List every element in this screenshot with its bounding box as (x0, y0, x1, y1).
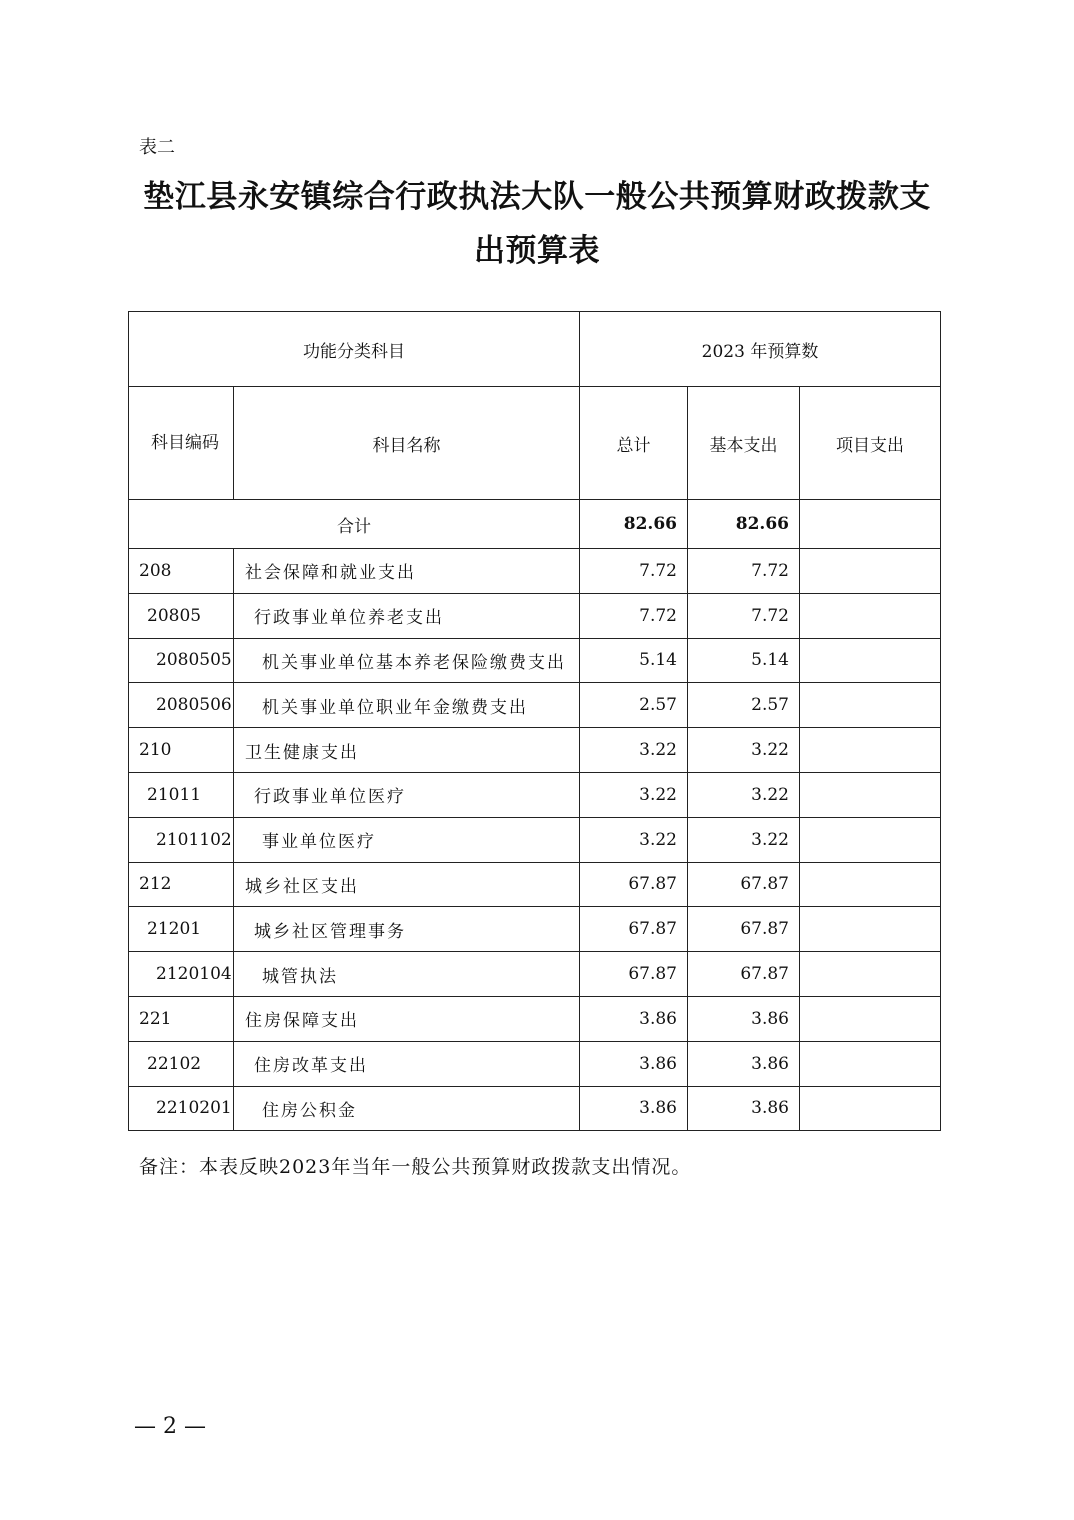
row-name: 住房改革支出 (234, 1041, 580, 1086)
row-code: 2080506 (129, 683, 234, 728)
budget-table (128, 311, 941, 1131)
page-title-line-2: 出预算表 (474, 233, 600, 269)
table-row (129, 996, 941, 1041)
row-code: 22102 (129, 1041, 234, 1086)
row-name: 机关事业单位职业年金缴费支出 (234, 683, 580, 728)
table-row (129, 817, 941, 862)
row-total: 2.57 (580, 683, 688, 728)
row-basic: 3.22 (688, 728, 800, 773)
row-name: 城乡社区管理事务 (234, 907, 580, 952)
row-total: 3.86 (580, 996, 688, 1041)
row-total: 5.14 (580, 638, 688, 683)
table-row (129, 549, 941, 594)
row-total: 3.86 (580, 1086, 688, 1131)
row-name: 住房公积金 (234, 1086, 580, 1131)
row-project (800, 1041, 941, 1086)
row-basic: 3.86 (688, 996, 800, 1041)
row-project (800, 996, 941, 1041)
row-total: 67.87 (580, 907, 688, 952)
row-project (800, 683, 941, 728)
row-basic: 3.86 (688, 1086, 800, 1131)
row-name: 城管执法 (234, 952, 580, 997)
row-basic: 5.14 (688, 638, 800, 683)
row-project (800, 862, 941, 907)
row-code: 21201 (129, 907, 234, 952)
total-sum: 82.66 (580, 500, 688, 549)
footnote: 备注：本表反映2023年当年一般公共预算财政拨款支出情况。 (139, 1156, 692, 1178)
row-code: 2210201 (129, 1086, 234, 1131)
header-name: 科目名称 (234, 387, 580, 500)
table-row (129, 728, 941, 773)
row-basic: 7.72 (688, 549, 800, 594)
row-basic: 67.87 (688, 952, 800, 997)
header-row-1 (129, 312, 941, 387)
row-project (800, 907, 941, 952)
header-total: 总计 (580, 387, 688, 500)
row-name: 事业单位医疗 (234, 817, 580, 862)
row-name: 行政事业单位医疗 (234, 772, 580, 817)
table-row (129, 1086, 941, 1131)
row-name: 城乡社区支出 (234, 862, 580, 907)
table-row (129, 862, 941, 907)
row-code: 2080505 (129, 638, 234, 683)
table-row (129, 907, 941, 952)
row-basic: 3.22 (688, 817, 800, 862)
row-total: 7.72 (580, 549, 688, 594)
row-code: 208 (129, 549, 234, 594)
row-name: 行政事业单位养老支出 (234, 593, 580, 638)
header-code: 科目编码 (129, 387, 234, 500)
row-total: 67.87 (580, 862, 688, 907)
row-basic: 3.22 (688, 772, 800, 817)
row-total: 3.86 (580, 1041, 688, 1086)
table-row (129, 638, 941, 683)
table-row (129, 683, 941, 728)
row-basic: 2.57 (688, 683, 800, 728)
row-total: 3.22 (580, 772, 688, 817)
row-code: 2101102 (129, 817, 234, 862)
total-project (800, 500, 941, 549)
row-total: 3.22 (580, 817, 688, 862)
row-name: 卫生健康支出 (234, 728, 580, 773)
row-code: 210 (129, 728, 234, 773)
total-row (129, 500, 941, 549)
row-basic: 67.87 (688, 907, 800, 952)
total-label: 合计 (129, 500, 580, 549)
row-project (800, 1086, 941, 1131)
row-code: 221 (129, 996, 234, 1041)
header-basic: 基本支出 (688, 387, 800, 500)
row-name: 住房保障支出 (234, 996, 580, 1041)
row-project (800, 772, 941, 817)
row-project (800, 728, 941, 773)
table-row (129, 593, 941, 638)
row-project (800, 817, 941, 862)
header-project: 项目支出 (800, 387, 941, 500)
table-label: 表二 (139, 137, 175, 158)
row-project (800, 638, 941, 683)
row-total: 3.22 (580, 728, 688, 773)
total-basic: 82.66 (688, 500, 800, 549)
row-basic: 3.86 (688, 1041, 800, 1086)
row-project (800, 593, 941, 638)
row-name: 社会保障和就业支出 (234, 549, 580, 594)
row-project (800, 549, 941, 594)
header-year-budget: 2023 年预算数 (580, 312, 941, 387)
row-basic: 67.87 (688, 862, 800, 907)
header-row-2 (129, 387, 941, 500)
row-code: 20805 (129, 593, 234, 638)
row-total: 67.87 (580, 952, 688, 997)
page-title-line-1: 垫江县永安镇综合行政执法大队一般公共预算财政拨款支 (143, 179, 931, 215)
row-code: 212 (129, 862, 234, 907)
row-code: 21011 (129, 772, 234, 817)
row-code: 2120104 (129, 952, 234, 997)
row-basic: 7.72 (688, 593, 800, 638)
header-category: 功能分类科目 (129, 312, 580, 387)
table-row (129, 1041, 941, 1086)
page-number: — 2 — (134, 1414, 206, 1439)
table-row (129, 952, 941, 997)
row-name: 机关事业单位基本养老保险缴费支出 (234, 638, 580, 683)
row-project (800, 952, 941, 997)
row-total: 7.72 (580, 593, 688, 638)
table-row (129, 772, 941, 817)
